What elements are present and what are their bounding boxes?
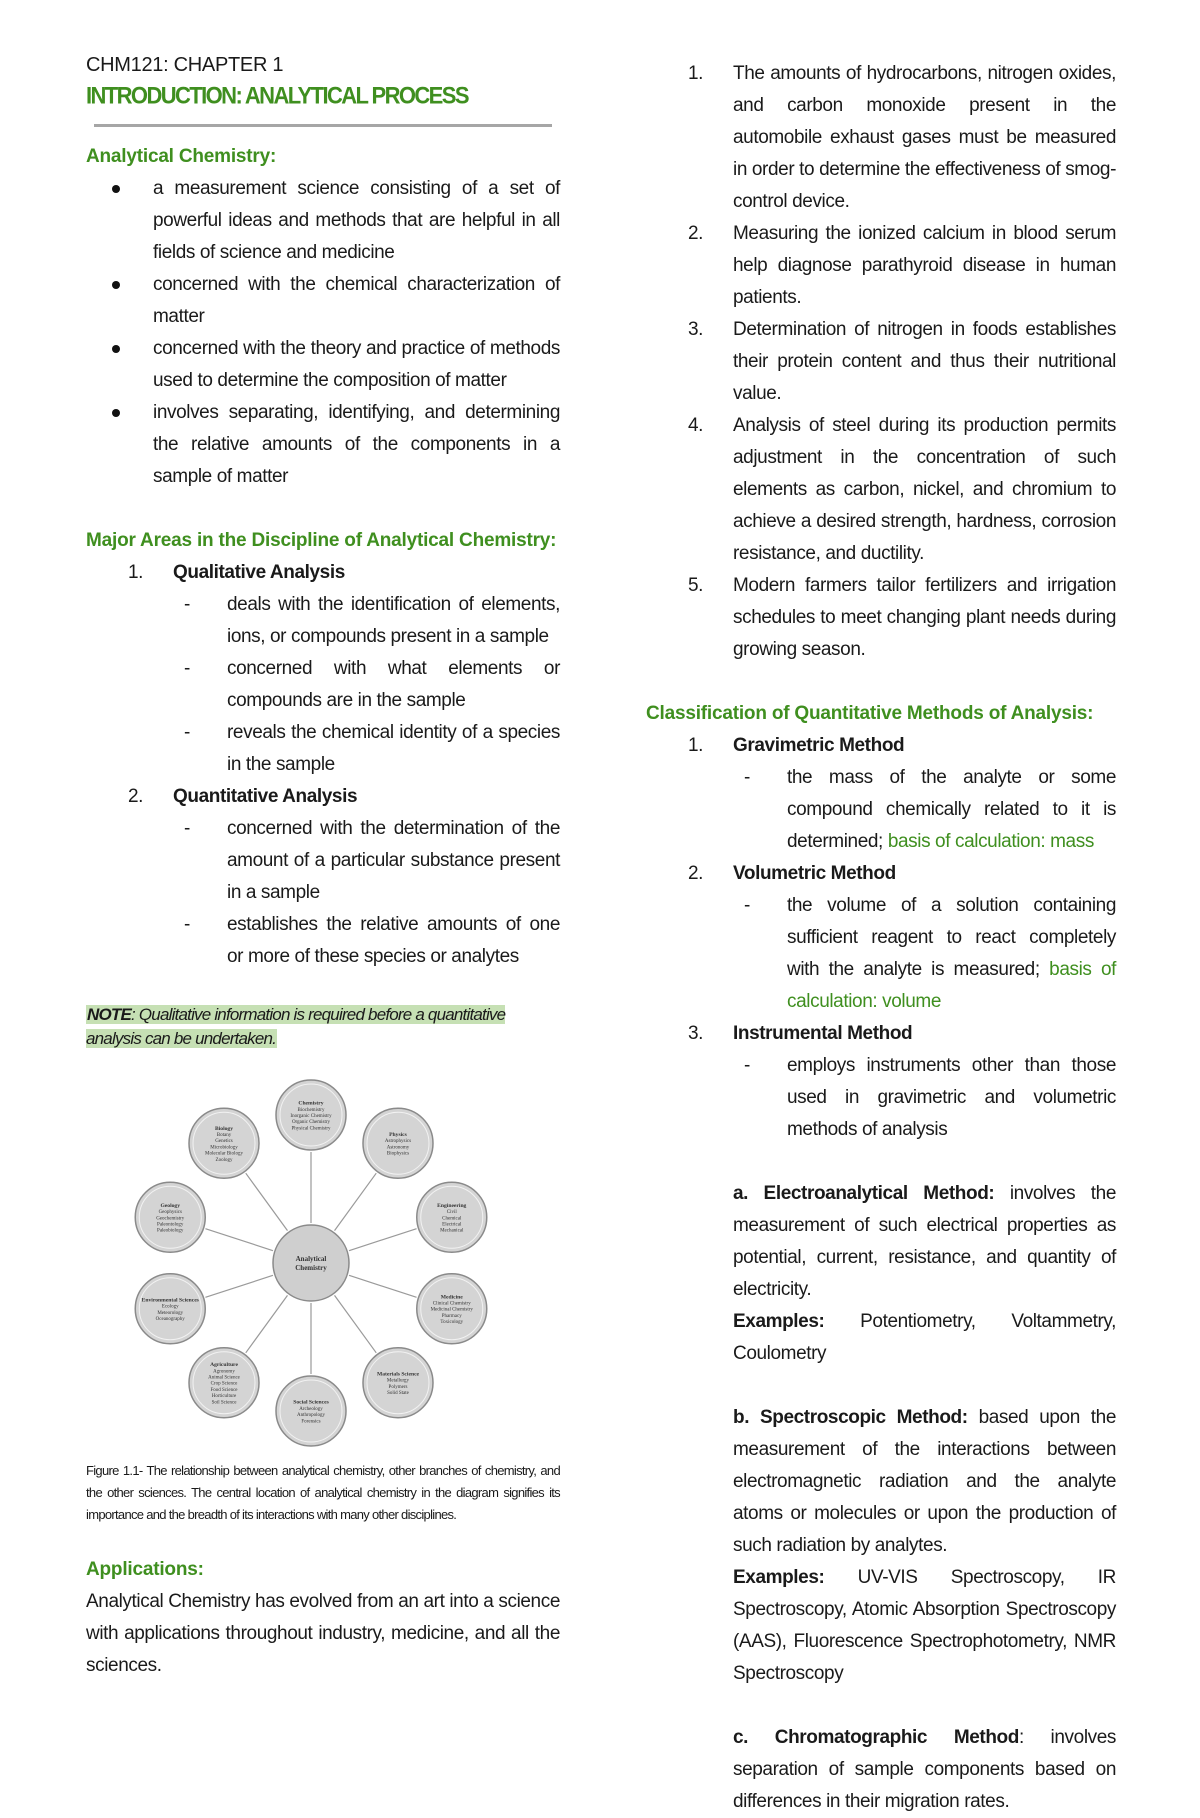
analytical-chemistry-heading: Analytical Chemistry:: [86, 146, 277, 167]
discipline-branch: Soil Science: [211, 1400, 237, 1406]
discipline-branch: Pharmacy: [441, 1313, 462, 1319]
discipline-branch: Toxicology: [440, 1320, 464, 1326]
connector-line: [205, 1229, 273, 1251]
center-label: Analytical: [295, 1255, 327, 1263]
item-number: 2.: [128, 786, 144, 807]
discipline-branch: Chemical: [442, 1216, 462, 1222]
discipline-title: Agriculture: [210, 1362, 238, 1369]
sub-method-desc: based upon the measurement of the interactions between electromagnetic radiation and the analyte atoms or molecules or upon the production of such radiation by analytes.: [733, 1407, 1116, 1556]
method-point: - employs instruments other than those used in gravimetric and volumetric methods of analysis: [646, 1050, 1116, 1146]
basis-of-calculation: basis of calculation: volume: [787, 959, 1116, 1012]
item-number: 2.: [688, 223, 704, 244]
center-label: Chemistry: [295, 1264, 327, 1272]
application-text: Modern farmers tailor fertilizers and irrigation schedules to meet changing plant needs during growing season.: [733, 575, 1116, 660]
item-number: 3.: [688, 1023, 704, 1044]
examples-label: Examples:: [733, 1311, 825, 1332]
method-item: [646, 1018, 1116, 1146]
application-item: [646, 410, 1116, 570]
discipline-branch: Physical Chemistry: [291, 1126, 331, 1132]
item-number: 1.: [128, 562, 144, 583]
examples-label: Examples:: [733, 1567, 825, 1588]
applications-section: [86, 1554, 560, 1682]
figure-caption: Figure 1.1- The relationship between analytical chemistry, other branches of chemistry, and the other sciences. The central location of analytical chemistry in the diagram signifies its importance and the breadth of its interactions with many other disciplines.: [86, 1463, 560, 1522]
discipline-branch: Astronomy: [386, 1145, 410, 1151]
definition-bullet: concerned with the theory and practice of methods used to determine the composition of matter: [86, 333, 560, 397]
application-text: Analysis of steel during its production permits adjustment in the concentration of such elements as carbon, nickel, and chromium to achieve a desired strength, hardness, corrosion resistance, and ductility.: [733, 415, 1116, 564]
discipline-node: [135, 1182, 205, 1252]
connector-line: [246, 1295, 288, 1352]
discipline-node: [135, 1274, 205, 1344]
discipline-title: Environmental Sciences: [141, 1297, 199, 1304]
application-item: [646, 570, 1116, 666]
connector-line: [205, 1275, 273, 1297]
method-point: [646, 890, 1116, 1018]
major-area-title: Quantitative Analysis: [173, 786, 358, 807]
sub-method-title: c. Chromatographic Method: [733, 1727, 1019, 1748]
discipline-node: [276, 1376, 346, 1446]
discipline-branch: Mechanical: [440, 1228, 464, 1234]
discipline-branch: Ecology: [161, 1304, 179, 1310]
sub-method-desc: involves the measurement of such electrical properties as potential, current, resistance, and quantity of electricity.: [733, 1183, 1116, 1300]
application-item: [646, 58, 1116, 218]
discipline-title: Engineering: [437, 1202, 467, 1209]
discipline-title: Medicine: [440, 1294, 463, 1301]
note-callout: [86, 1003, 560, 1051]
discipline-branch: Forensics: [301, 1419, 321, 1425]
major-area-points: [86, 813, 560, 973]
discipline-title: Biology: [214, 1125, 234, 1132]
connector-line: [335, 1173, 377, 1230]
discipline-branch: Horticulture: [211, 1394, 237, 1400]
note-text: : Qualitative information is required before a quantitative analysis can be undertaken.: [86, 1005, 506, 1048]
applications-heading: Applications:: [86, 1559, 204, 1580]
item-number: 1.: [688, 735, 704, 756]
area-point: - deals with the identification of elements, ions, or compounds present in a sample: [86, 589, 560, 653]
chapter-title: INTRODUCTION: ANALYTICAL PROCESS: [86, 81, 468, 109]
item-number: 4.: [688, 415, 704, 436]
application-text: Determination of nitrogen in foods establishes their protein content and thus their nutritional value.: [733, 319, 1116, 404]
major-areas-heading: Major Areas in the Discipline of Analytical Chemistry:: [86, 530, 557, 551]
discipline-branch: Electrical: [442, 1222, 462, 1228]
discipline-branch: Meteorology: [157, 1310, 184, 1316]
discipline-branch: Astrophysics: [384, 1139, 412, 1145]
major-area-title: Qualitative Analysis: [173, 562, 345, 583]
discipline-branch: Archeology: [299, 1406, 323, 1412]
discipline-node: [189, 1348, 259, 1418]
note-label: NOTE: [87, 1005, 132, 1024]
discipline-title: Physics: [389, 1131, 407, 1138]
definition-list: [86, 173, 560, 493]
center-node: [273, 1225, 349, 1301]
discipline-title: Social Sciences: [293, 1399, 329, 1406]
discipline-branch: Metallurgy: [386, 1378, 410, 1384]
application-item: [646, 218, 1116, 314]
classification-heading: Classification of Quantitative Methods of Analysis:: [646, 703, 1094, 724]
chromatographic-block: [646, 1722, 1116, 1818]
method-title: Volumetric Method: [733, 863, 896, 884]
discipline-branch: Genetics: [215, 1139, 233, 1145]
connector-line: [246, 1173, 288, 1230]
discipline-branch: Polymers: [388, 1384, 408, 1390]
applications-list: [646, 58, 1116, 666]
area-point: - concerned with the determination of the amount of a particular substance present in a sample: [86, 813, 560, 909]
sub-method-title: b. Spectroscopic Method:: [733, 1407, 968, 1428]
method-point-text: the volume of a solution containing sufficient reagent to react completely with the analyte is measured;: [787, 895, 1116, 980]
basis-of-calculation: basis of calculation: mass: [887, 831, 1094, 852]
item-number: 3.: [688, 319, 704, 340]
analytical-chemistry-diagram: [116, 1068, 506, 1460]
item-number: 1.: [688, 63, 704, 84]
discipline-branch: Biophysics: [386, 1151, 410, 1157]
major-area-item: [86, 781, 560, 973]
discipline-branch: Oceanography: [155, 1317, 185, 1323]
definition-bullet: a measurement science consisting of a set of powerful ideas and methods that are helpful in all fields of science and medicine: [86, 173, 560, 269]
method-point-text: the mass of the analyte or some compound chemically related to it is determined;: [787, 767, 1116, 852]
connector-line: [349, 1229, 417, 1251]
discipline-node: [417, 1182, 487, 1252]
applications-text: Analytical Chemistry has evolved from an art into a science with applications throughout industry, medicine, and all the sciences.: [86, 1591, 560, 1676]
discipline-branch: Geochemistry: [156, 1216, 185, 1222]
discipline-branch: Botany: [216, 1132, 232, 1138]
connector-line: [349, 1275, 417, 1297]
application-text: The amounts of hydrocarbons, nitrogen oxides, and carbon monoxide present in the automobile exhaust gases must be measured in order to determine the effectiveness of smog-control device.: [733, 63, 1116, 212]
discipline-branch: Paleobiology: [157, 1228, 184, 1234]
discipline-title: Materials Science: [376, 1371, 420, 1378]
title-divider: [94, 124, 552, 127]
discipline-branch: Medicinal Chemistry: [430, 1307, 473, 1313]
method-title: Instrumental Method: [733, 1023, 913, 1044]
right-column: [646, 58, 1116, 1818]
connector-line: [335, 1295, 377, 1352]
method-item: [646, 858, 1116, 1018]
discipline-branch: Civil: [446, 1210, 457, 1216]
electroanalytical-block: [646, 1178, 1116, 1370]
definition-bullet: concerned with the chemical characterization of matter: [86, 269, 560, 333]
area-point: - reveals the chemical identity of a species in the sample: [86, 717, 560, 781]
discipline-node: [276, 1080, 346, 1150]
discipline-title: Geology: [160, 1202, 181, 1209]
discipline-branch: Geophysics: [158, 1210, 182, 1216]
sub-method-desc: : involves separation of sample components based on differences in their migration rates.: [733, 1727, 1117, 1812]
spectroscopic-block: [646, 1402, 1116, 1690]
discipline-branch: Clinical Chemistry: [432, 1301, 471, 1307]
left-column: [86, 52, 560, 1051]
sub-method-title: a. Electroanalytical Method:: [733, 1183, 995, 1204]
examples-text: UV-VIS Spectroscopy, IR Spectroscopy, Atomic Absorption Spectroscopy (AAS), Fluorescence Spectrophotometry, NMR Spectroscopy: [733, 1567, 1116, 1684]
discipline-node: [363, 1348, 433, 1418]
discipline-branch: Zoology: [215, 1157, 233, 1163]
discipline-branch: Microbiology: [210, 1145, 238, 1151]
examples-text: Potentiometry, Voltammetry, Coulometry: [733, 1311, 1116, 1364]
discipline-node: [363, 1108, 433, 1178]
discipline-branch: Crop Science: [210, 1381, 238, 1387]
item-number: 2.: [688, 863, 704, 884]
major-area-item: [86, 557, 560, 781]
discipline-branch: Inorganic Chemistry: [290, 1114, 332, 1119]
discipline-branch: Paleontology: [157, 1222, 184, 1228]
area-point: - concerned with what elements or compounds are in the sample: [86, 653, 560, 717]
discipline-branch: Molecular Biology: [205, 1151, 243, 1157]
application-item: [646, 314, 1116, 410]
application-text: Measuring the ionized calcium in blood serum help diagnose parathyroid disease in human patients.: [733, 223, 1116, 308]
discipline-branch: Animal Science: [208, 1375, 240, 1381]
discipline-node: [417, 1274, 487, 1344]
method-title: Gravimetric Method: [733, 735, 905, 756]
discipline-branch: Anthropology: [296, 1413, 326, 1419]
discipline-branch: Food Science: [210, 1387, 238, 1393]
item-number: 5.: [688, 575, 704, 596]
discipline-branch: Biochemistry: [297, 1107, 325, 1113]
definition-bullet: involves separating, identifying, and determining the relative amounts of the components in a sample of matter: [86, 397, 560, 493]
discipline-branch: Solid State: [387, 1391, 409, 1397]
discipline-title: Chemistry: [298, 1100, 324, 1107]
major-area-points: [86, 589, 560, 781]
discipline-branch: Agronomy: [213, 1369, 235, 1375]
discipline-node: [189, 1108, 259, 1178]
course-label: CHM121: CHAPTER 1: [86, 54, 284, 76]
area-point: - establishes the relative amounts of one or more of these species or analytes: [86, 909, 560, 973]
discipline-branch: Organic Chemistry: [291, 1120, 331, 1126]
method-item: [646, 730, 1116, 858]
method-point: [646, 762, 1116, 858]
